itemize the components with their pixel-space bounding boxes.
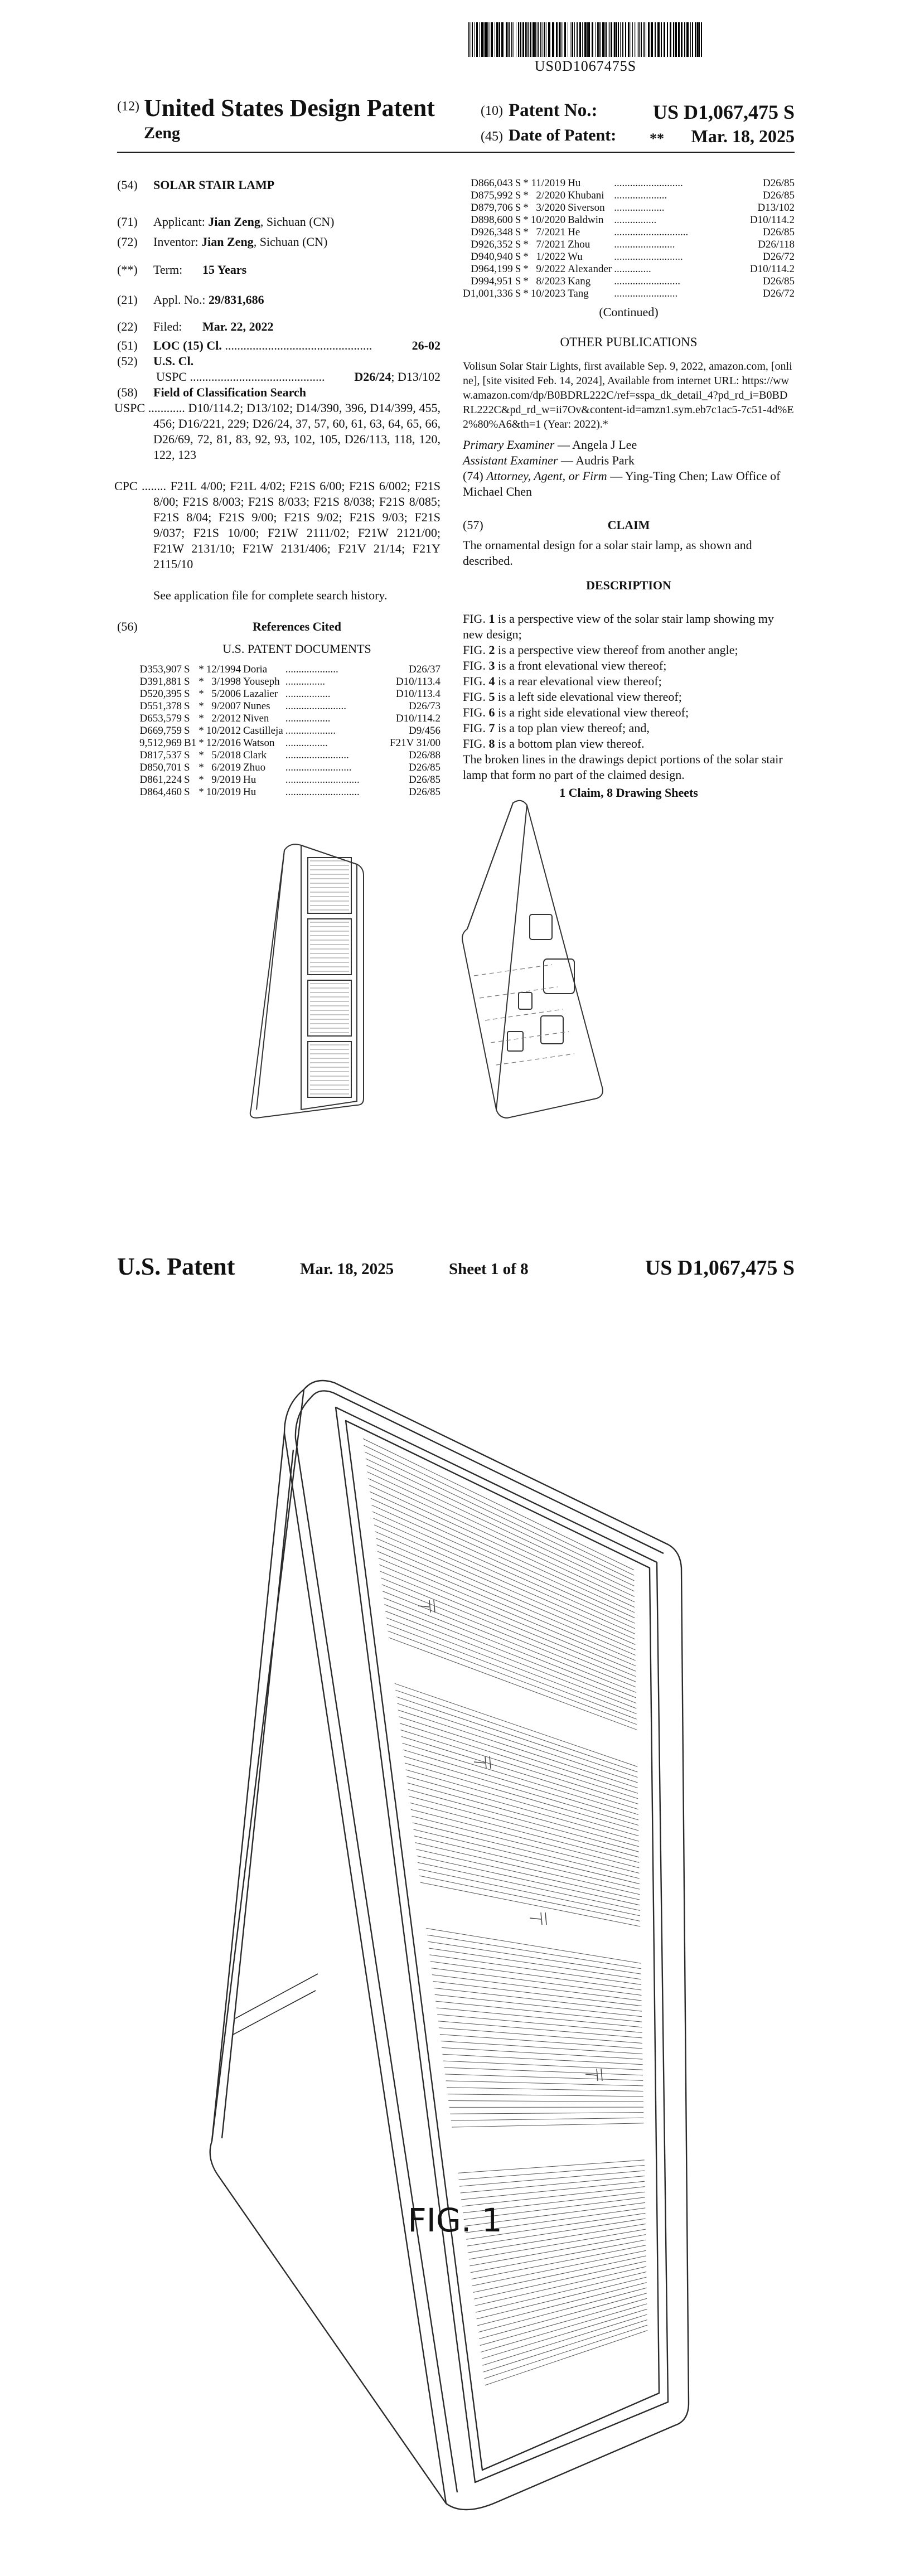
front-page-drawing	[217, 797, 691, 1132]
reference-row: D926,352 S * 7/2021 Zhou ....................... D26/118	[463, 239, 795, 251]
sheet-us-patent: U.S. Patent	[117, 1252, 235, 1281]
patent-no-label: Patent No.:	[509, 100, 597, 121]
description-line: FIG. 4 is a rear elevational view thereof;	[463, 674, 795, 689]
references-table-right	[463, 177, 795, 300]
reference-row: D994,951 S * 8/2023 Kang ......................... D26/85	[463, 275, 795, 288]
reference-row: D898,600 S * 10/2020 Baldwin ................ D10/114.2	[463, 214, 795, 226]
search-history-note: See application file for complete search history.	[153, 588, 441, 603]
reference-row: D551,378 S * 9/2007 Nunes ....................... D26/73	[139, 700, 441, 713]
reference-row: 9,512,969 B1 * 12/2016 Watson ................ F21V 31/00	[139, 737, 441, 749]
sheet-patent-number: US D1,067,475 S	[622, 1256, 795, 1280]
patent-date: Mar. 18, 2025	[677, 126, 795, 147]
reference-row: D879,706 S * 3/2020 Siverson ................... D13/102	[463, 202, 795, 214]
reference-row: D1,001,336 S * 10/2023 Tang ........................ D26/72	[463, 288, 795, 300]
field-cpc-text: CPC ........ F21L 4/00; F21L 4/02; F21S 6/00; F21S 6/002; F21S 8/00; F21S 8/003; F21S 8/033; F21S 8/038; F21S 8/085; F21S 8/04; F21S 9/00; F21S 9/02; F21S 9/03; F21S 9/037; F21S 10/00; F21W 2111/02; F21W 2121/00; F21W 2131/10; F21W 2131/406; F21V 21/14; F21Y 2115/10	[153, 478, 441, 572]
reference-row: D861,224 S * 9/2019 Hu ............................ D26/85	[139, 774, 441, 786]
reference-row: D817,537 S * 5/2018 Clark ........................ D26/88	[139, 749, 441, 762]
attorney: (74) Attorney, Agent, or Firm — Ying-Ting Chen; Law Office of Michael Chen	[463, 468, 795, 500]
reference-row: D866,043 S * 11/2019 Hu .......................... D26/85	[463, 177, 795, 190]
sheet-date: Mar. 18, 2025	[300, 1260, 394, 1279]
header-divider	[117, 152, 795, 153]
patent-type-code: (12)	[117, 99, 139, 114]
description-line: FIG. 8 is a bottom plan view thereof.	[463, 736, 795, 752]
description-line: FIG. 2 is a perspective view thereof from another angle;	[463, 642, 795, 658]
reference-row: D864,460 S * 10/2019 Hu ............................ D26/85	[139, 786, 441, 798]
invention-title: SOLAR STAIR LAMP	[153, 177, 441, 193]
patent-no-code: (10)	[481, 104, 503, 119]
claim-heading: (57) CLAIM	[463, 517, 795, 533]
reference-row: D940,940 S * 1/2022 Wu .......................... D26/72	[463, 251, 795, 263]
claim-text: The ornamental design for a solar stair lamp, as shown and described.	[463, 538, 795, 569]
reference-row: D520,395 S * 5/2006 Lazalier ................. D10/113.4	[139, 688, 441, 700]
date-code: (45)	[481, 129, 503, 144]
figure-label: FIG. 1	[390, 2201, 520, 2239]
barcode-number: US0D1067475S	[468, 58, 703, 75]
description-line: FIG. 1 is a perspective view of the solar stair lamp showing my new design;	[463, 611, 795, 642]
date-label: Date of Patent:	[509, 126, 616, 145]
description-line: FIG. 6 is a right side elevational view thereof;	[463, 705, 795, 720]
reference-row: D926,348 S * 7/2021 He ............................ D26/85	[463, 226, 795, 239]
description-line: FIG. 5 is a left side elevational view thereof;	[463, 689, 795, 705]
other-publications-heading: OTHER PUBLICATIONS	[463, 335, 795, 350]
claims-sheets-count: 1 Claim, 8 Drawing Sheets	[463, 785, 795, 801]
reference-row: D391,881 S * 3/1998 Youseph ............... D10/113.4	[139, 676, 441, 688]
primary-examiner: Primary Examiner — Angela J Lee	[463, 437, 795, 453]
references-table-left	[139, 664, 441, 798]
description-line: The broken lines in the drawings depict portions of the solar stair lamp that form no part of the claimed design.	[463, 752, 795, 783]
field-uspc-text: USPC ............ D10/114.2; D13/102; D14/390, 396, D14/399, 455, 456; D16/221, 229; D26/24, 37, 57, 60, 61, 63, 64, 65, 66, D26/69, 72, 81, 83, 92, 93, 102, 105, D26/113, 118, 120, 122, 123	[153, 400, 441, 463]
reference-row: D875,992 S * 2/2020 Khubani .................... D26/85	[463, 190, 795, 202]
continued-label: (Continued)	[463, 304, 795, 320]
sheet-number: Sheet 1 of 8	[449, 1260, 529, 1279]
reference-row: D669,759 S * 10/2012 Castilleja ................... D9/456	[139, 725, 441, 737]
other-publications-text: Volisun Solar Stair Lights, first available Sep. 9, 2022, amazon.com, [online], [site visited Feb. 14, 2024], Available from internet URL: https://www.amazon.com/dp/B0BDRL222C/ref=sspa_dk_detail_4?pd_rd_i=B0BDRL222C&pd_rd_w=ii7Ov&content-id=amzn1.sym.eb7c1ac5-7c51-4d%E2%80%A6&th=1 (Year: 2022).*	[463, 359, 795, 432]
description-list	[463, 611, 795, 783]
assistant-examiner: Assistant Examiner — Audris Park	[463, 453, 795, 468]
barcode	[468, 22, 703, 57]
inventor-surname: Zeng	[144, 124, 180, 143]
reference-row: D353,907 S * 12/1994 Doria .................... D26/37	[139, 664, 441, 676]
reference-row: D653,579 S * 2/2012 Niven ................. D10/114.2	[139, 713, 441, 725]
reference-row: D964,199 S * 9/2022 Alexander .............. D10/114.2	[463, 263, 795, 275]
description-line: FIG. 7 is a top plan view thereof; and,	[463, 720, 795, 736]
fig-1-drawing	[184, 1360, 758, 2576]
reference-row: D850,701 S * 6/2019 Zhuo ......................... D26/85	[139, 762, 441, 774]
patent-number: US D1,067,475 S	[636, 100, 795, 124]
description-heading: DESCRIPTION	[463, 578, 795, 593]
patent-type: United States Design Patent	[144, 94, 435, 122]
description-line: FIG. 3 is a front elevational view thereof;	[463, 658, 795, 674]
date-mark: **	[650, 130, 664, 147]
us-patent-documents-heading: U.S. PATENT DOCUMENTS	[153, 641, 441, 657]
references-table	[139, 664, 441, 798]
references-table	[463, 177, 795, 300]
